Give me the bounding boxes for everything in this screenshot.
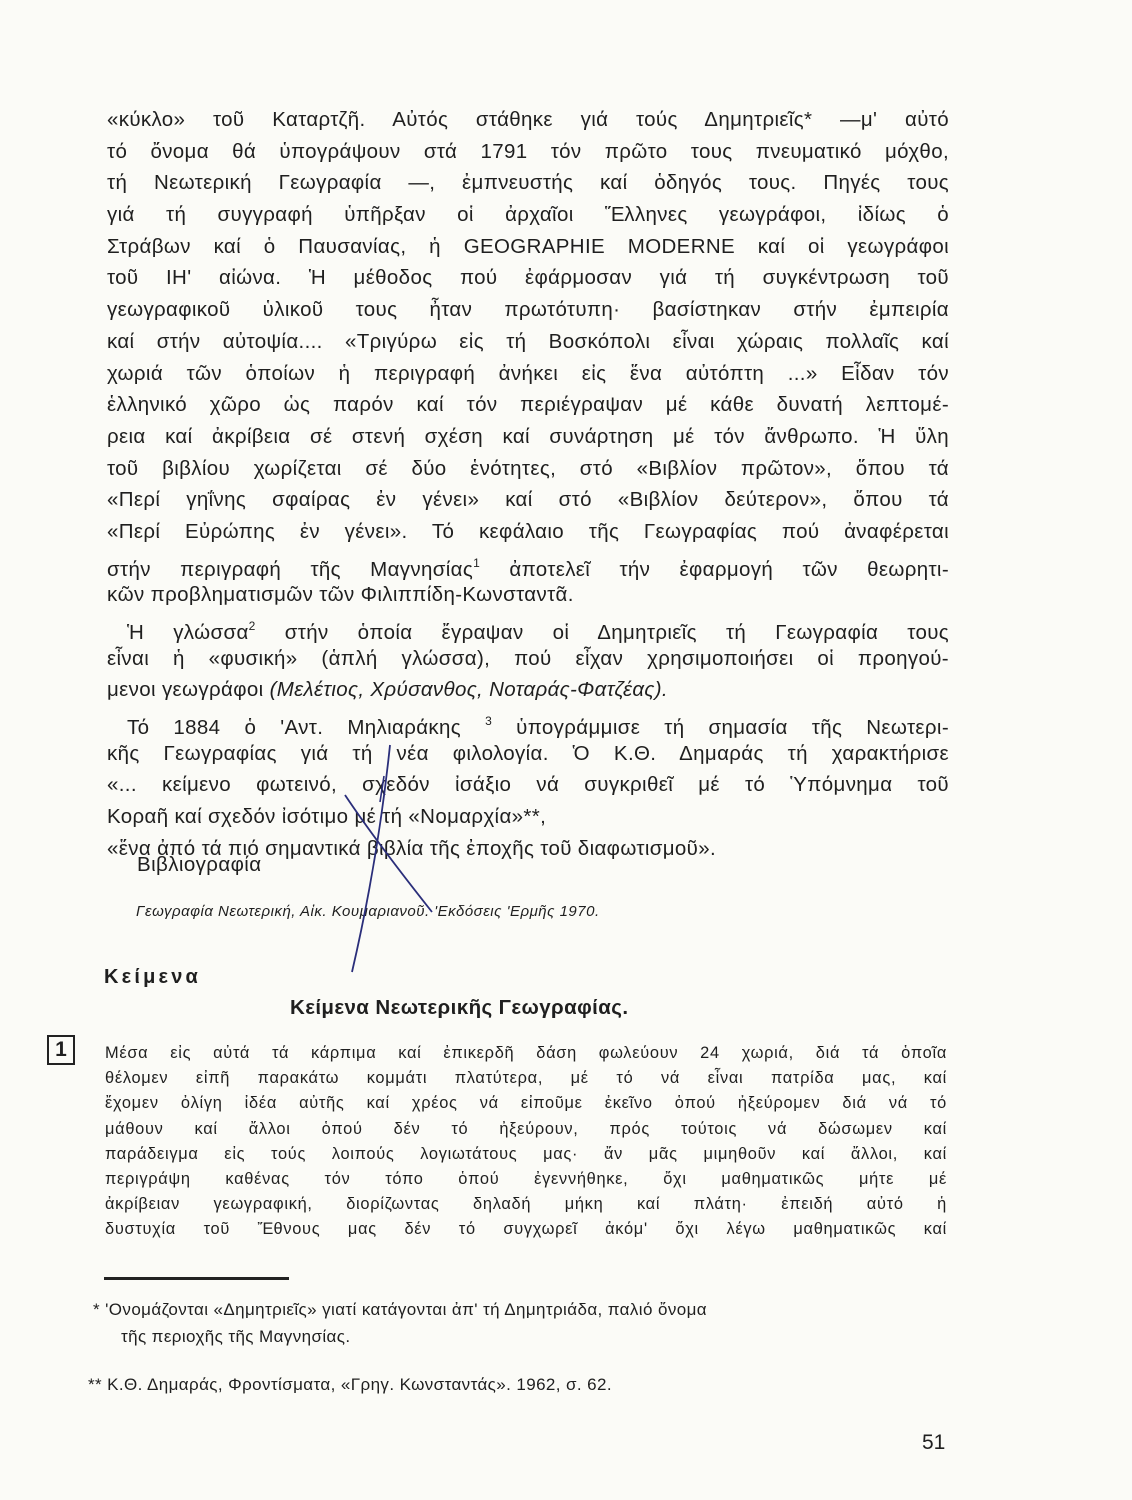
page-number: 51 bbox=[922, 1431, 946, 1454]
text-fragment: στήν περιγραφή τῆς Μαγνησίας bbox=[107, 557, 474, 581]
text-line: «κύκλο» τοῦ Καταρτζῆ. Αὐτός στάθηκε γιά τούς Δημητριεῖς* —μ' αὐτό bbox=[107, 108, 949, 131]
excerpt-line: περιγράψη καθένας τόν τόπο ὁπού ἐγεννήθηκε, ὄχι μαθηματικῶς μήτε μέ bbox=[105, 1169, 947, 1188]
text-line: γεωγραφικοῦ ὑλικοῦ τους ἦταν πρωτότυπη· βασίστηκαν στήν ἐμπειρία bbox=[107, 298, 949, 322]
bibliography-reference: Γεωγραφία Νεωτερική, Αἰκ. Κουμαριανοῦ. 'Εκδόσεις 'Ερμῆς 1970. bbox=[136, 903, 600, 920]
text-line: χωριά τῶν ὁποίων ἡ περιγραφή ἀνήκει εἰς ἕνα αὐτόπτη ...» Εἶδαν τόν bbox=[107, 361, 949, 385]
footnote-double-star-text: Κ.Θ. Δημαράς, Φροντίσματα, «Γρηγ. Κωνσταντάς». 1962, σ. 62. bbox=[107, 1375, 613, 1394]
text-fragment: ὑπογράμμισε τή σημασία τῆς Νεωτερι- bbox=[516, 716, 950, 740]
footnote-marker: 2 bbox=[248, 619, 256, 633]
text-line: «Περί γηΐνης σφαίρας ἐν γένει» καί στό «Βιβλίον δεύτερον», ὅπου τά bbox=[107, 488, 949, 512]
excerpt-block bbox=[105, 1041, 947, 1243]
text-line: κῶν προβληματισμῶν τῶν Φιλιππίδη-Κωνσταντᾶ. bbox=[107, 583, 574, 607]
footnote-marker: 1 bbox=[473, 555, 481, 570]
footnote-star-marker: * bbox=[93, 1300, 101, 1319]
excerpt-line: ἔχομεν ὀλίγη ἰδέα αὐτῆς καί χρέος νά εἰποῦμε ἐκεῖνο ὁπού ἠξεύρομεν διά νά τό bbox=[105, 1094, 947, 1113]
footnote-double-star bbox=[88, 1375, 612, 1395]
text-line bbox=[107, 548, 949, 580]
text-line: γιά τή συγγραφή ὑπῆρξαν οἱ ἀρχαῖοι Ἕλληνες γεωγράφοι, ἰδίως ὁ bbox=[107, 203, 949, 227]
text-number-box: 1 bbox=[47, 1035, 75, 1065]
footnote-star bbox=[93, 1296, 707, 1350]
text-line bbox=[107, 611, 949, 643]
text-title: Κείμενα Νεωτερικῆς Γεωγραφίας. bbox=[290, 996, 629, 1019]
text-fragment: ἀποτελεῖ τήν ἐφαρμογή τῶν θεωρητι- bbox=[509, 557, 950, 581]
text-fragment: μενοι γεωγράφοι bbox=[107, 678, 264, 702]
text-line: τό ὄνομα θά ὑπογράψουν στά 1791 τόν πρῶτο τους πνευματικό μόχθο, bbox=[107, 139, 949, 163]
excerpt-line: μάθουν καί ἄλλοι ὁπού δέν τό ἠξεύρουν, πρός τούτοις νά δώσωμεν καί bbox=[105, 1119, 947, 1138]
text-line: τοῦ βιβλίου χωρίζεται σέ δύο ἑνότητες, στό «Βιβλίον πρῶτον», ὅπου τά bbox=[107, 456, 949, 480]
text-line: κῆς Γεωγραφίας γιά τή νέα φιλολογία. Ὁ Κ.Θ. Δημαράς τή χαρακτήρισε bbox=[107, 741, 949, 765]
excerpt-line: Μέσα εἰς αὐτά τά κάρπιμα καί ἐπικερδῆ δάση φωλεύουν 24 χωριά, διά τά ὁποῖα bbox=[105, 1044, 947, 1062]
footnote-divider bbox=[104, 1277, 289, 1280]
excerpt-line: παράδειγμα εἰς τούς λοιπούς λογιωτάτους μας· ἄν μᾶς μιμηθοῦν καί ἄλλοι, καί bbox=[105, 1144, 947, 1163]
footnote-star-text: 'Ονομάζονται «Δημητριεῖς» γιατί κατάγονται ἀπ' τή Δημητριάδα, παλιό ὄνομα bbox=[105, 1300, 707, 1319]
text-line: ἑλληνικό χῶρο ὡς παρόν καί τόν περιέγραψαν μέ κάθε δυνατή λεπτομέ- bbox=[107, 393, 949, 417]
text-line: ρεια καί ἀκρίβεια σέ στενή σχέση καί συνάρτηση μέ τόν ἄνθρωπο. Ἡ ὕλη bbox=[107, 424, 949, 448]
text-line: «ἕνα ἀπό τά πιό σημαντικά βιβλία τῆς ἐποχῆς τοῦ διαφωτισμοῦ». bbox=[107, 836, 717, 860]
text-line: «... κείμενο φωτεινό, σχεδόν ἰσάξιο νά συγκριθεῖ μέ τό Ὑπόμνημα τοῦ bbox=[107, 773, 949, 797]
excerpt-line: ἀκρίβειαν γεωγραφική, διορίζωντας δηλαδή μήκη καί πλάτη· ἐπειδή αὐτό ἡ bbox=[105, 1195, 947, 1214]
text-line: καί στήν αὐτοψία.... «Τριγύρω εἰς τή Βοσκόπολι εἶναι χώραις πολλαῖς καί bbox=[107, 329, 949, 353]
text-fragment: στήν ὁποία ἔγραψαν οἱ Δημητριεῖς τή Γεωγραφία τους bbox=[284, 621, 950, 644]
main-text-block bbox=[107, 104, 949, 865]
text-line bbox=[107, 706, 949, 738]
text-line: τή Νεωτερική Γεωγραφία —, ἐμπνευστής καί ὁδηγός τους. Πηγές τους bbox=[107, 171, 949, 195]
footnote-double-star-marker: ** bbox=[88, 1375, 103, 1394]
footnote-marker: 3 bbox=[485, 714, 493, 729]
text-line: Στράβων καί ὁ Παυσανίας, ἡ GEOGRAPHIE MODERNE καί οἱ γεωγράφοι bbox=[107, 234, 949, 258]
authors-list: (Μελέτιος, Χρύσανθος, Νοταράς-Φατζέας). bbox=[269, 678, 668, 702]
excerpt-line: δυστυχία τοῦ Ἔθνους μας δέν τό συγχωρεῖ ἀκόμ' ὄχι λέγω μαθηματικῶς καί bbox=[105, 1220, 947, 1239]
text-line: «Περί Εὐρώπης ἐν γένει». Τό κεφάλαιο τῆς Γεωγραφίας πού ἀναφέρεται bbox=[107, 519, 949, 543]
text-line: Κοραῆ καί σχεδόν ἰσότιμο μέ τή «Νομαρχία»**, bbox=[107, 805, 547, 829]
excerpt-line: θέλομεν εἰπῆ παρακάτω κομμάτι πλατύτερα, μέ τό νά εἶναι πατρίδα μας, καί bbox=[105, 1069, 947, 1088]
section-label: Κείμενα bbox=[104, 966, 202, 988]
text-line: τοῦ ΙΗ' αἰώνα. Ἡ μέθοδος πού ἐφάρμοσαν γιά τή συγκέντρωση τοῦ bbox=[107, 266, 949, 290]
text-fragment: Τό 1884 ὁ 'Αντ. Μηλιαράκης bbox=[127, 716, 462, 740]
bibliography-heading: Βιβλιογραφία bbox=[137, 853, 262, 876]
text-line bbox=[107, 674, 949, 706]
footnote-star-text-cont: τῆς περιοχῆς τῆς Μαγνησίας. bbox=[121, 1327, 351, 1346]
text-line: εἶναι ἡ «φυσική» (ἁπλή γλώσσα), πού εἶχαν χρησιμοποιήσει οἱ προηγού- bbox=[107, 646, 949, 670]
text-fragment: Ἡ γλώσσα bbox=[127, 621, 249, 644]
